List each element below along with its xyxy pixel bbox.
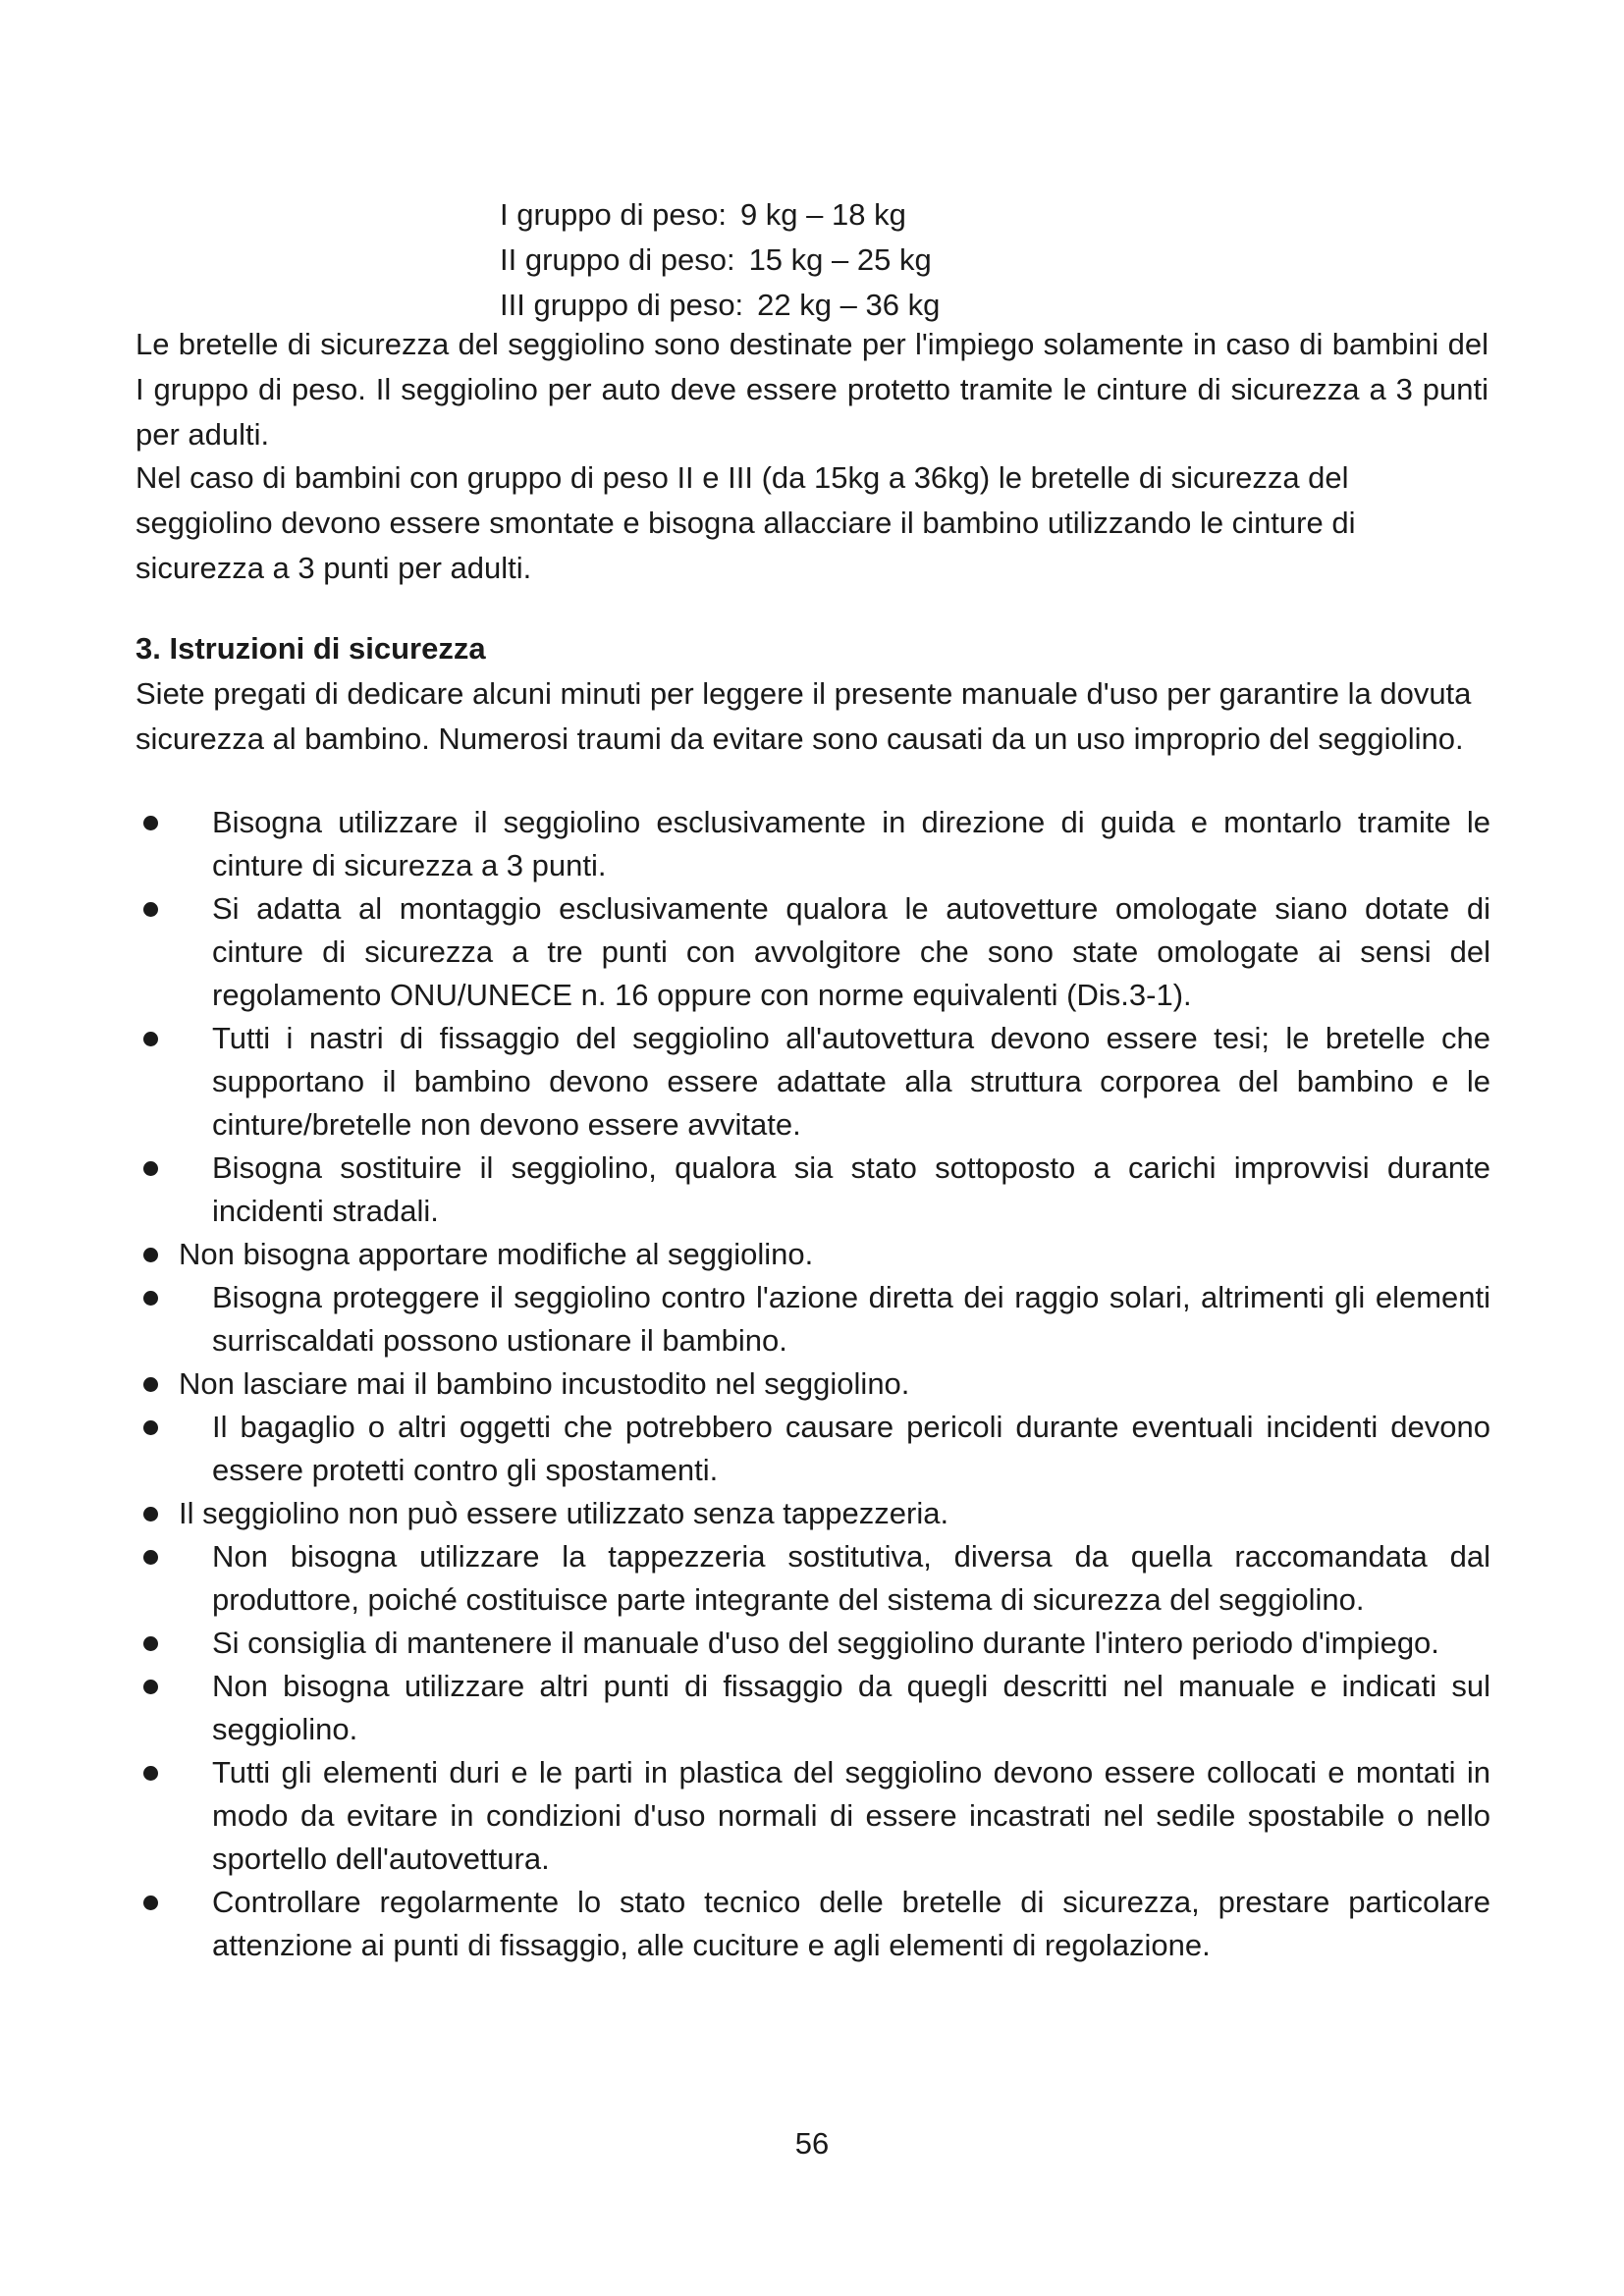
weight-group-label: I gruppo di peso: [500, 197, 727, 232]
bullet-icon [143, 1680, 158, 1694]
bullet-icon [143, 1550, 158, 1565]
list-item [135, 1276, 1490, 1362]
weight-group-row [500, 238, 940, 283]
weight-group-range: 15 kg – 25 kg [748, 242, 932, 277]
safety-instructions-list [135, 801, 1490, 1967]
bullet-icon [143, 902, 158, 917]
page-number: 56 [794, 2126, 830, 2161]
bullet-icon [143, 1291, 158, 1306]
list-item [135, 1751, 1490, 1881]
list-item [135, 1665, 1490, 1751]
weight-group-range: 22 kg – 36 kg [757, 288, 941, 322]
bullet-icon [143, 1161, 158, 1176]
list-item-text: Bisogna sostituire il seggiolino, qualora sia stato sottoposto a carichi improvvisi durante incidenti stradali. [212, 1150, 1490, 1228]
list-item [135, 1233, 1490, 1276]
list-item [135, 1362, 1490, 1406]
bullet-icon [143, 1377, 158, 1392]
list-item-text: Controllare regolarmente lo stato tecnico delle bretelle di sicurezza, prestare particolare attenzione ai punti di fissaggio, alle cuciture e agli elementi di regolazione. [212, 1885, 1490, 1962]
list-item-text: Bisogna proteggere il seggiolino contro l'azione diretta dei raggio solari, altrimenti gli elementi surriscaldati possono ustionare il bambino. [212, 1280, 1490, 1358]
weight-group-row [500, 192, 940, 238]
bullet-icon [143, 1032, 158, 1046]
list-item-text: Si consiglia di mantenere il manuale d'uso del seggiolino durante l'intero periodo d'impiego. [212, 1626, 1439, 1660]
bullet-icon [143, 1896, 158, 1910]
list-item [135, 1147, 1490, 1233]
list-item [135, 1622, 1490, 1665]
list-item [135, 887, 1490, 1017]
bullet-icon [143, 1766, 158, 1781]
list-item [135, 1535, 1490, 1622]
list-item-text: Si adatta al montaggio esclusivamente qualora le autovetture omologate siano dotate di cinture di sicurezza a tre punti con avvolgitore che sono state omologate ai sensi del regolamento ONU/UNECE n. 16 oppure con norme equivalenti (Dis.3-1). [212, 891, 1490, 1012]
weight-group-list [500, 192, 940, 328]
weight-group-label: III gruppo di peso: [500, 288, 744, 322]
bullet-icon [143, 1636, 158, 1651]
section-heading: 3. Istruzioni di sicurezza [135, 631, 486, 666]
list-item-text: Il seggiolino non può essere utilizzato senza tappezzeria. [179, 1496, 949, 1530]
groups-2-3-paragraph: Nel caso di bambini con gruppo di peso II e III (da 15kg a 36kg) le bretelle di sicurezza del seggiolino devono essere smontate e bisogna allacciare il bambino utilizzando le cinture di sicurezza a 3 punti per adulti. [135, 460, 1356, 585]
weight-group-label: II gruppo di peso: [500, 242, 735, 277]
bullet-icon [143, 1420, 158, 1435]
list-item [135, 1881, 1490, 1967]
section-intro: Siete pregati di dedicare alcuni minuti per leggere il presente manuale d'uso per garantire la dovuta sicurezza al bambino. Numerosi traumi da evitare sono causati da un uso improprio del seggiolino. [135, 676, 1472, 756]
list-item [135, 1492, 1490, 1535]
weight-group-range: 9 kg – 18 kg [739, 197, 906, 232]
list-item-text: Non bisogna utilizzare la tappezzeria sostitutiva, diversa da quella raccomandata dal produttore, poiché costituisce parte integrante del sistema di sicurezza del seggiolino. [212, 1539, 1490, 1617]
list-item-text: Non bisogna utilizzare altri punti di fissaggio da quegli descritti nel manuale e indicati sul seggiolino. [212, 1669, 1490, 1746]
list-item-text: Tutti gli elementi duri e le parti in plastica del seggiolino devono essere collocati e montati in modo da evitare in condizioni d'uso normali di essere incastrati nel sedile spostabile o nello sportello dell'autovettura. [212, 1755, 1490, 1876]
list-item-text: Non bisogna apportare modifiche al seggiolino. [179, 1237, 814, 1271]
bullet-icon [143, 816, 158, 830]
list-item [135, 1406, 1490, 1492]
list-item-text: Bisogna utilizzare il seggiolino esclusivamente in direzione di guida e montarlo tramite le cinture di sicurezza a 3 punti. [212, 805, 1490, 882]
list-item [135, 1017, 1490, 1147]
list-item [135, 801, 1490, 887]
bullet-icon [143, 1248, 158, 1262]
list-item-text: Il bagaglio o altri oggetti che potrebbero causare pericoli durante eventuali incidenti devono essere protetti contro gli spostamenti. [212, 1410, 1490, 1487]
list-item-text: Tutti i nastri di fissaggio del seggiolino all'autovettura devono essere tesi; le bretelle che supportano il bambino devono essere adattate alla struttura corporea del bambino e le cinture/bretelle non devono essere avvitate. [212, 1021, 1490, 1142]
list-item-text: Non lasciare mai il bambino incustodito nel seggiolino. [179, 1366, 910, 1401]
bullet-icon [143, 1507, 158, 1522]
harness-info-paragraph: Le bretelle di sicurezza del seggiolino sono destinate per l'impiego solamente in caso di bambini del I gruppo di peso. Il seggiolino per auto deve essere protetto tramite le cinture di sicurezza a 3 punti per adulti. [135, 327, 1489, 452]
